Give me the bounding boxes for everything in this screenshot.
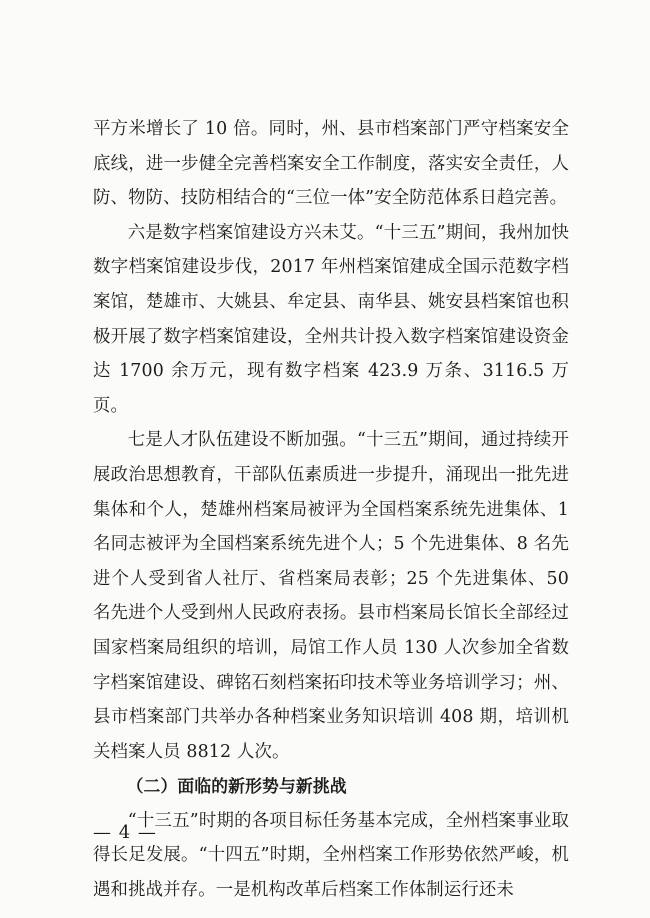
paragraph-security-continued: 平方米增长了 10 倍。同时，州、县市档案部门严守档案安全底线，进一步健全完善档案安全工作制度，落实安全责任，人防、物防、技防相结合的“三位一体”安全防范体系日趋完善。: [93, 119, 569, 209]
page-number: — 4 —: [93, 822, 157, 843]
paragraph-talent-team: 七是人才队伍建设不断加强。“十三五”期间，通过持续开展政治思想教育，干部队伍素质进一步提升，涌现出一批先进集体和个人，楚雄州档案局被评为全国档案系统先进集体、1 名同志被评为全国档案系统先进个人；5 个先进集体、8 名先进个人受到省人社厅、省档案局表彰；25 个先进集体、50 名先进个人受到州人民政府表扬。县市档案局长馆长全部经过国家档案局组织的培训，局馆工作人员 130 人次参加全省数字档案馆建设、碑铭石刻档案拓印技术等业务培训学习；州、县市档案部门共举办各种档案业务知识培训 408 期，培训机关档案人员 8812 人次。: [93, 430, 569, 762]
document-body: [93, 112, 569, 908]
paragraph-new-challenges: “十三五”时期的各项目标任务基本完成，全州档案事业取得长足发展。“十四五”时期，全州档案工作形势依然严峻，机遇和挑战并存。一是机构改革后档案工作体制运行还未: [93, 810, 569, 901]
section-heading: （二）面临的新形势与新挑战: [126, 776, 347, 797]
paragraph-digital-archives: 六是数字档案馆建设方兴未艾。“十三五”期间，我州加快数字档案馆建设步伐，2017 年州档案馆建成全国示范数字档案馆，楚雄市、大姚县、牟定县、南华县、姚安县档案馆也积极开展了数字档案馆建设，全州共计投入数字档案馆建设资金达 1700 余万元，现有数字档案 423.9 万条、3116.5 万页。: [93, 222, 569, 416]
